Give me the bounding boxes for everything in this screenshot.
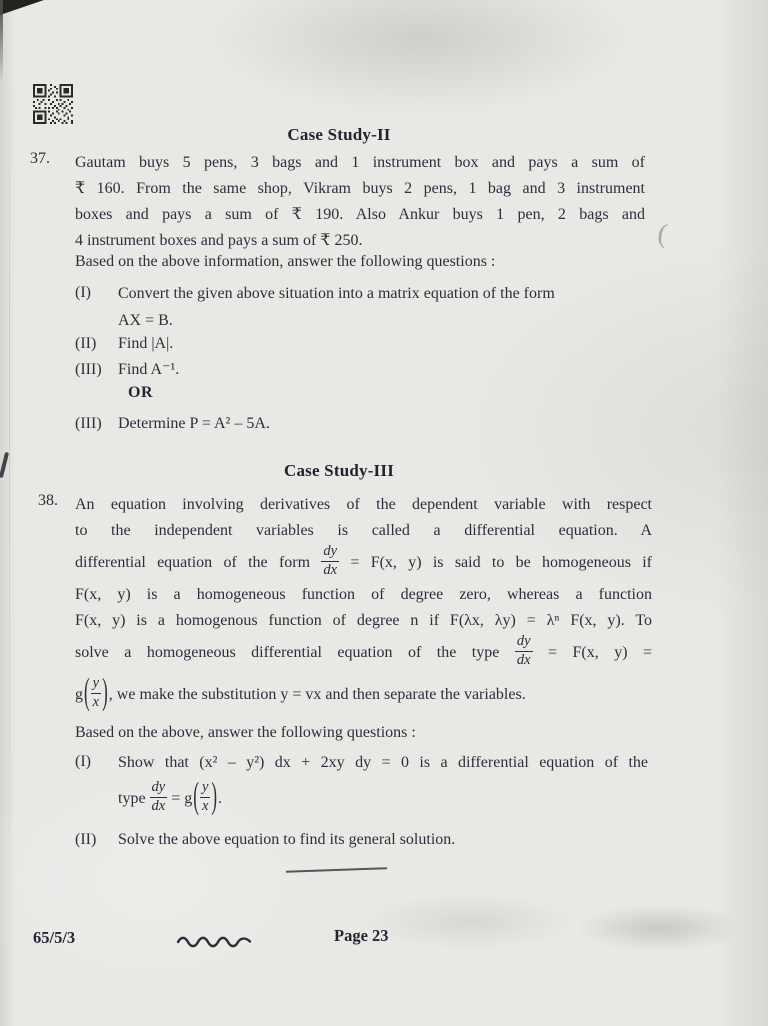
q38-part-2 <box>75 827 648 853</box>
paper-code: 65/5/3 <box>33 928 76 947</box>
text-line: Find A⁻¹. <box>118 361 180 378</box>
big-left-paren: ( <box>193 775 199 817</box>
margin-ink-mark <box>0 452 9 478</box>
question-37 <box>30 150 645 254</box>
question-38-number: 38. <box>38 492 58 509</box>
text-line: Gautam buys 5 pens, 3 bags and 1 instrument box and pays a sum of <box>75 154 645 171</box>
pencil-paren-mark: ( <box>655 217 670 249</box>
text-line: Solve the above equation to find its general solution. <box>118 831 456 848</box>
q38-intro: Based on the above, answer the following questions : <box>75 724 416 741</box>
text-segment: solve a homogeneous differential equation of the type <box>75 644 500 661</box>
question-38 <box>30 492 652 718</box>
text-line-with-fraction <box>75 544 652 582</box>
text-segment: , we make the substitution y = vx and then separate the variables. <box>108 686 526 703</box>
left-edge-shadow <box>0 0 3 84</box>
text-line-with-fraction <box>75 672 652 718</box>
text-line: boxes and pays a sum of ₹ 190. Also Ankur buys 1 pen, 2 bags and <box>75 206 645 223</box>
q37-intro: Based on the above information, answer the following questions : <box>75 253 496 270</box>
case-study-3-heading: Case Study-III <box>283 461 395 480</box>
page-corner-shadow <box>0 0 44 15</box>
paper-crease <box>9 0 10 1026</box>
big-right-paren: ) <box>102 671 108 713</box>
fraction-dy-dx: $\frac{dy}{dx}$ <box>516 633 531 668</box>
part-label: (III) <box>75 415 102 432</box>
text-line: 4 instrument boxes and pays a sum of ₹ 250. <box>75 232 363 249</box>
or-separator: OR <box>128 384 153 401</box>
q38-part-1 <box>75 749 648 822</box>
question-38-text <box>75 492 652 718</box>
q37-part-3 <box>75 357 645 383</box>
fraction-dy-dx: $\frac{dy}{dx}$ <box>151 779 166 814</box>
text-segment: differential equation of the form <box>75 554 311 571</box>
text-line: An equation involving derivatives of the dependent variable with respect <box>75 496 652 513</box>
text-line-with-fraction <box>75 634 652 672</box>
text-line: Convert the given above situation into a matrix equation of the form <box>118 285 555 302</box>
fraction-y-x: $\frac{y}{x}$ <box>92 675 100 710</box>
part-label: (I) <box>75 284 91 301</box>
part-label: (I) <box>75 753 91 770</box>
question-37-text <box>75 150 645 254</box>
fraction-y-x: $\frac{y}{x}$ <box>201 779 209 814</box>
text-line: Find |A|. <box>118 335 174 352</box>
text-line: Determine P = A² – 5A. <box>118 415 270 432</box>
period: . <box>218 790 223 807</box>
text-line: Show that (x² – y²) dx + 2xy dy = 0 is a differential equation of the <box>118 754 648 771</box>
big-left-paren: ( <box>84 671 90 713</box>
text-line: F(x, y) is a homogeneous function of degree zero, whereas a function <box>75 586 652 603</box>
end-rule <box>286 867 387 873</box>
qr-code-icon <box>33 84 73 124</box>
equation-line-with-fraction <box>118 776 648 822</box>
g-of-y-over-x: g( $\frac{y}{x}$ ) <box>184 790 218 807</box>
text-line: to the independent variables is called a differential equation. A <box>75 522 652 539</box>
text-segment: = F(x, y) = <box>548 644 653 661</box>
big-right-paren: ) <box>211 775 218 817</box>
text-line: F(x, y) is a homogenous function of degree n if F(λx, λy) = λⁿ F(x, y). To <box>75 612 652 629</box>
part-label: (III) <box>75 361 102 378</box>
part-label: (II) <box>75 831 97 848</box>
g-of-y-over-x: g( $\frac{y}{x}$ ) <box>75 686 109 703</box>
question-37-number: 37. <box>30 150 50 167</box>
text-line: ₹ 160. From the same shop, Vikram buys 2 pens, 1 bag and 3 instrument <box>75 180 645 197</box>
q37-part-1 <box>75 280 645 334</box>
case-study-2-heading: Case Study-II <box>287 125 391 144</box>
fraction-dy-dx: $\frac{dy}{dx}$ <box>323 543 338 578</box>
text-segment: type <box>118 790 146 807</box>
q37-part-2 <box>75 331 645 357</box>
equation-line: AX = B. <box>118 312 173 329</box>
equals-sign: = <box>171 790 181 807</box>
wavy-line-icon <box>176 934 254 948</box>
part-label: (II) <box>75 335 97 352</box>
text-segment: = F(x, y) is said to be homogeneous if <box>350 554 653 571</box>
page-number: Page 23 <box>334 926 389 945</box>
q37-part-3-or <box>75 411 645 437</box>
